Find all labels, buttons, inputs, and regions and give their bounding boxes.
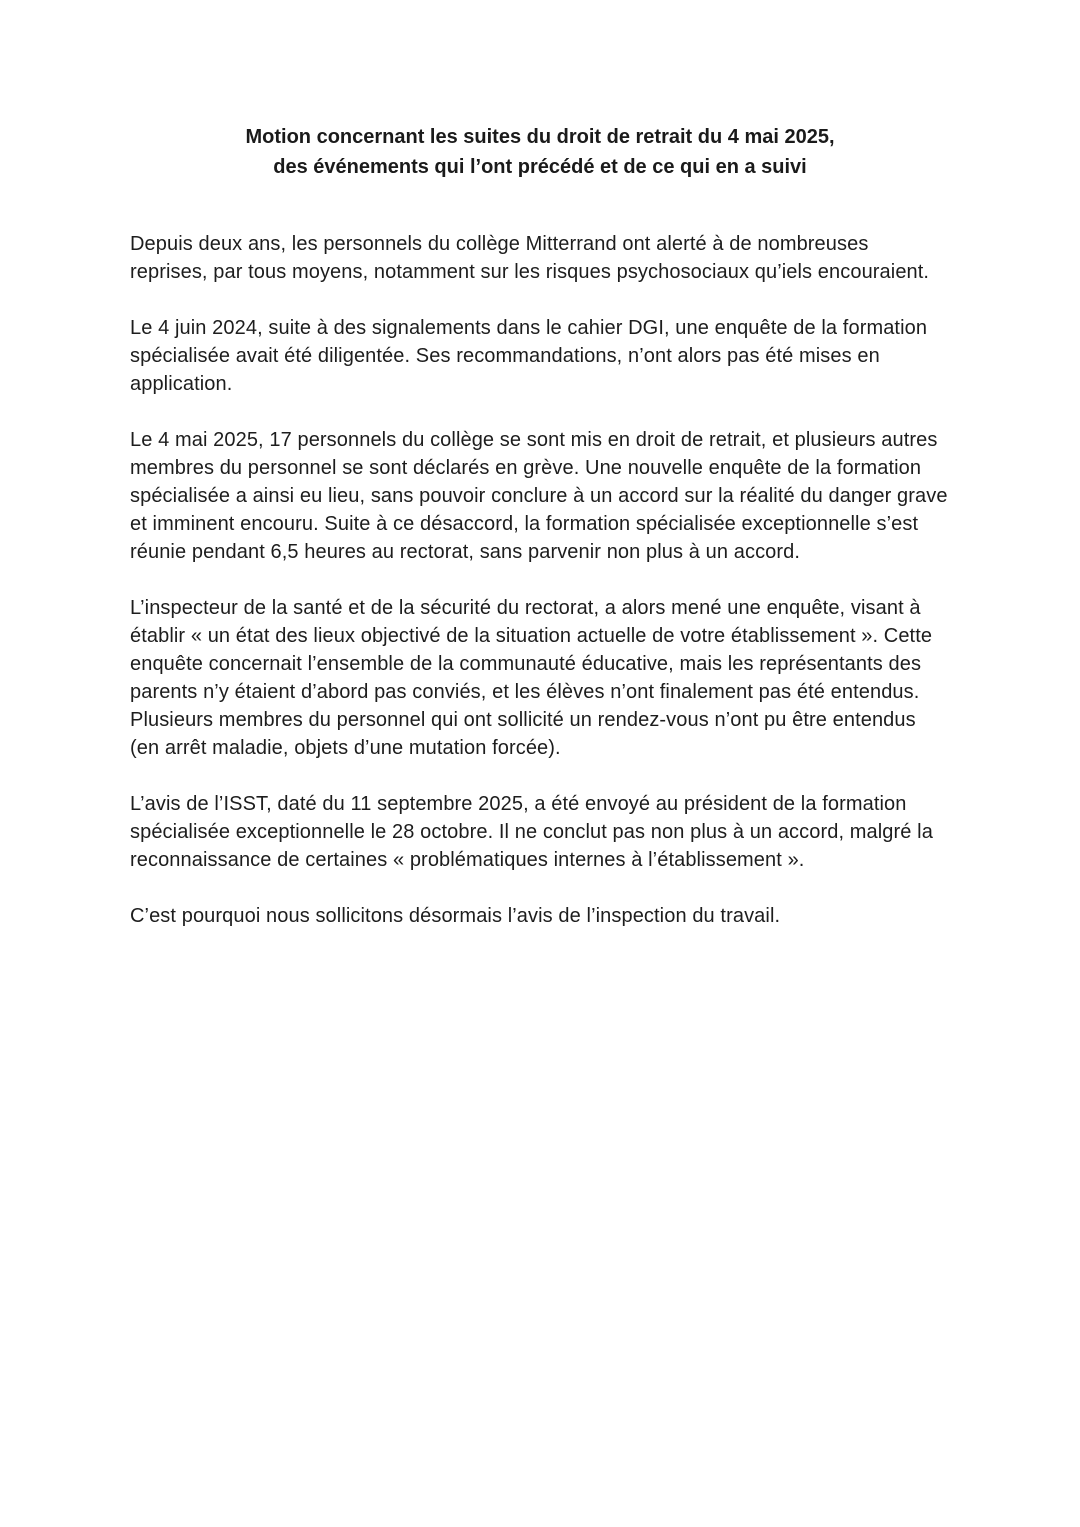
document-title-line-2: des événements qui l’ont précédé et de ce qui en a suivi [273, 156, 807, 178]
paragraph-context-alerts: Depuis deux ans, les personnels du collège Mitterrand ont alerté à de nombreuses reprises, par tous moyens, notamment sur les risques psychosociaux qu’iels encouraient. [130, 233, 930, 283]
document-title [130, 122, 950, 182]
paragraph-conclusion: C’est pourquoi nous sollicitons désormais l’avis de l’inspection du travail. [130, 905, 781, 927]
document-title-line-1: Motion concernant les suites du droit de retrait du 4 mai 2025, [245, 126, 835, 148]
paragraph-may-2025-droit-de-retrait: Le 4 mai 2025, 17 personnels du collège se sont mis en droit de retrait, et plusieurs autres membres du personnel se sont déclarés en grève. Une nouvelle enquête de la formation spécialisée a ainsi eu lieu, sans pouvoir conclure à un accord sur la réalité du danger grave et imminent encouru. Suite à ce désaccord, la formation spécialisée exceptionnelle s’est réunie pendant 6,5 heures au rectorat, sans parvenir non plus à un accord. [130, 429, 948, 563]
paragraph-inspector-enquiry: L’inspecteur de la santé et de la sécurité du rectorat, a alors mené une enquête, visant à établir « un état des lieux objectivé de la situation actuelle de votre établissement ». Cette enquête concernait l’ensemble de la communauté éducative, mais les représentants des parents n’y étaient d’abord pas conviés, et les élèves n’ont finalement pas été entendus. Plusieurs membres du personnel qui ont sollicité un rendez-vous n’ont pu être entendus (en arrêt maladie, objets d’une mutation forcée). [130, 597, 933, 759]
document-body [130, 230, 950, 930]
paragraph-june-2024-enquiry: Le 4 juin 2024, suite à des signalements dans le cahier DGI, une enquête de la formation spécialisée avait été diligentée. Ses recommandations, n’ont alors pas été mises en application. [130, 317, 928, 395]
paragraph-isst-avis: L’avis de l’ISST, daté du 11 septembre 2025, a été envoyé au président de la formation spécialisée exceptionnelle le 28 octobre. Il ne conclut pas non plus à un accord, malgré la reconnaissance de certaines « problématiques internes à l’établissement ». [130, 793, 933, 871]
